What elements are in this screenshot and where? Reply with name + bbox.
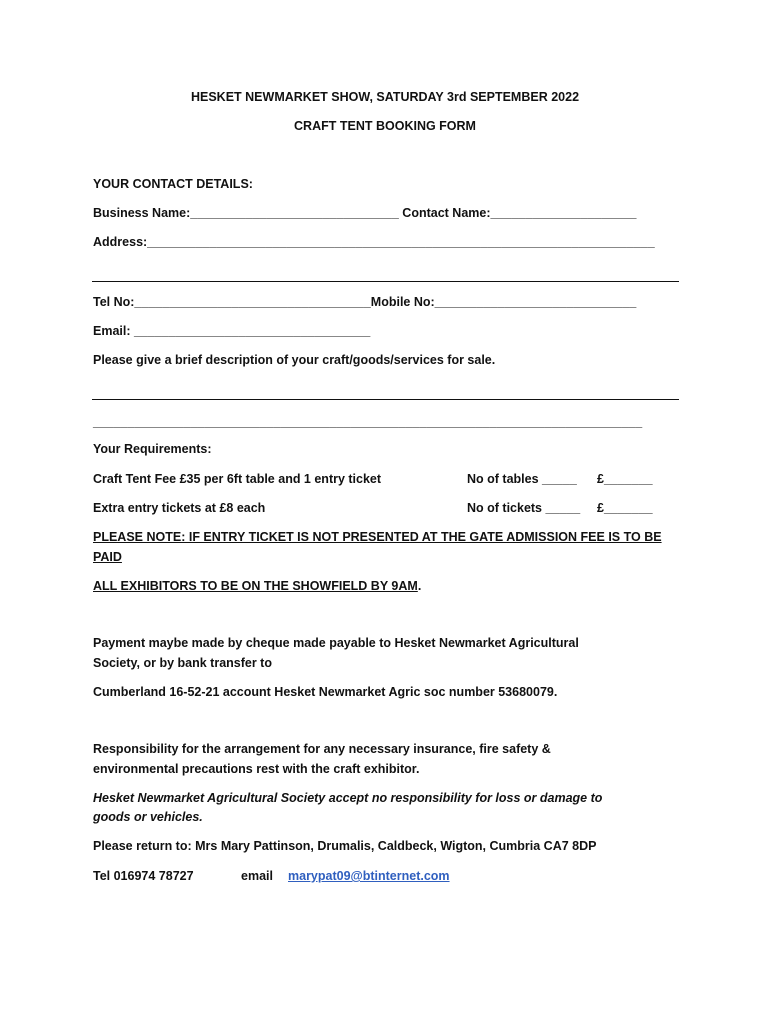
disclaimer-line2: goods or vehicles. [93,810,203,824]
page-title: HESKET NEWMARKET SHOW, SATURDAY 3rd SEPTEMBER 2022 [190,90,580,104]
return-tel: Tel 016974 78727 [93,869,194,883]
return-email-link[interactable]: marypat09@btinternet.com [288,869,450,883]
description-prompt: Please give a brief description of your craft/goods/services for sale. [93,353,496,367]
craft-fee-label: Craft Tent Fee £35 per 6ft table and 1 entry ticket [93,472,382,486]
entry-ticket-note-line1: PLEASE NOTE: IF ENTRY TICKET IS NOT PRESENTED AT THE GATE ADMISSION FEE IS TO BE [93,530,662,544]
tables-count-field[interactable]: No of tables _____ [467,472,577,486]
exhibitors-notice [93,578,421,594]
extra-tickets-label: Extra entry tickets at £8 each [93,501,266,515]
requirements-heading: Your Requirements: [93,442,212,456]
payment-line1: Payment maybe made by cheque made payable to Hesket Newmarket Agricultural [93,636,579,650]
contact-heading: YOUR CONTACT DETAILS: [93,177,253,191]
email-field[interactable]: Email: __________________________________ [93,324,371,338]
tel-mobile-field[interactable]: Tel No:__________________________________Mobile No:_____________________________ [93,295,637,309]
exhibitors-notice-period: . [417,579,422,593]
tickets-count-field[interactable]: No of tickets _____ [467,501,581,515]
tickets-amount-field[interactable]: £_______ [597,501,653,515]
address-field[interactable]: Address:_________________________________________________________________________ [93,235,655,249]
exhibitors-notice-text: ALL EXHIBITORS TO BE ON THE SHOWFIELD BY 9AM [93,579,418,593]
address-line-rule [92,281,679,282]
responsibility-line1: Responsibility for the arrangement for any necessary insurance, fire safety & [93,742,551,756]
disclaimer-line1: Hesket Newmarket Agricultural Society accept no responsibility for loss or damage to [93,791,603,805]
description-line-rule [92,399,679,400]
entry-ticket-note-line2: PAID [93,550,122,564]
page-subtitle: CRAFT TENT BOOKING FORM [294,119,476,133]
tables-amount-field[interactable]: £_______ [597,472,653,486]
payment-line2: Society, or by bank transfer to [93,656,272,670]
description-field[interactable]: _______________________________________________________________________________ [93,415,643,429]
return-email-label: email [241,869,273,883]
bank-details: Cumberland 16-52-21 account Hesket Newmarket Agric soc number 53680079. [93,685,558,699]
responsibility-line2: environmental precautions rest with the craft exhibitor. [93,762,420,776]
return-address: Please return to: Mrs Mary Pattinson, Drumalis, Caldbeck, Wigton, Cumbria CA7 8DP [93,839,597,853]
business-name-field[interactable]: Business Name:______________________________ Contact Name:_____________________ [93,206,637,220]
